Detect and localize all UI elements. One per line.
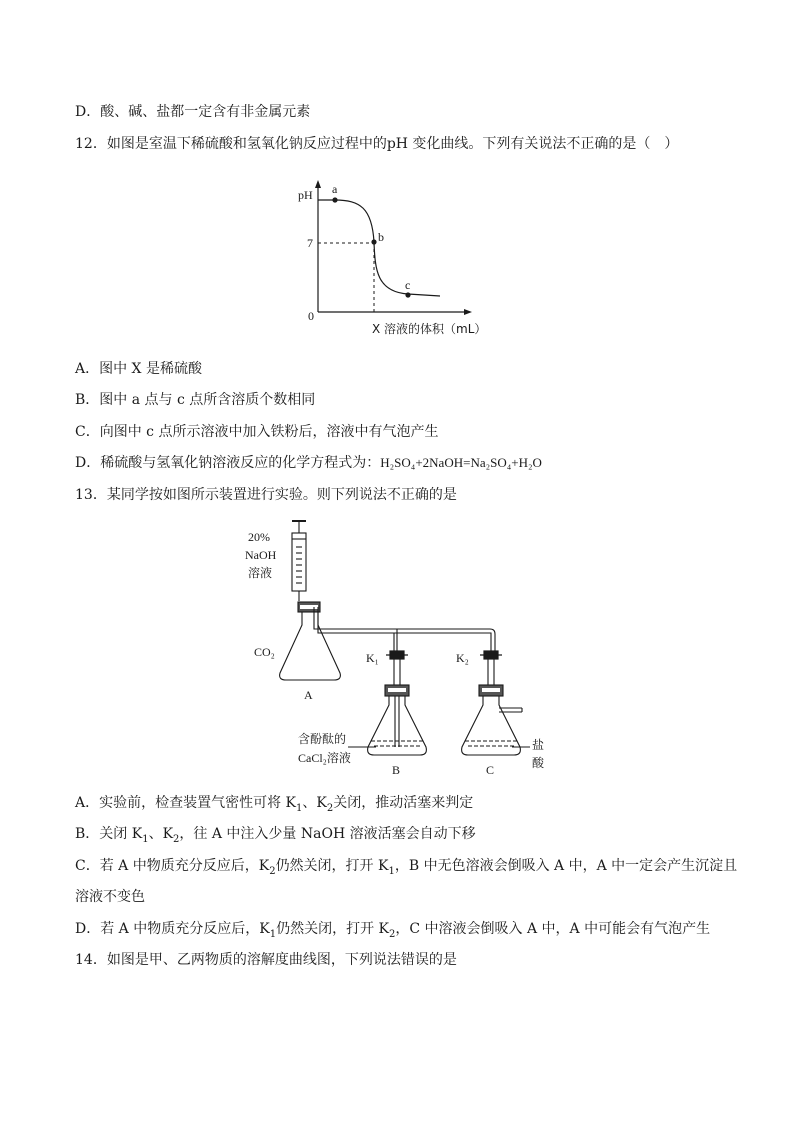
reaction-equation xyxy=(380,455,542,470)
y-axis-arrow xyxy=(315,180,321,188)
point-c-label: c xyxy=(405,278,411,292)
syringe-solution: 溶液 xyxy=(248,566,273,580)
q13-stem: 13．某同学按如图所示装置进行实验。则下列说法不正确的是 xyxy=(75,487,457,503)
syringe xyxy=(292,521,306,601)
y-tick-7: 7 xyxy=(307,236,313,250)
syringe-concentration: 20% xyxy=(248,530,270,544)
x-axis-arrow xyxy=(464,309,472,315)
q13-option-d: D．若 A 中物质充分反应后，$K_1$仍然关闭，打开 $K_2$，C 中溶液会倒吸入 A 中，A 中可能会有气泡产生 xyxy=(75,921,711,940)
point-c-marker xyxy=(405,292,410,297)
flask-a xyxy=(280,602,341,680)
q13-option-b: B．关闭 $K_1$、$K_2$，往 A 中注入少量 NaOH 溶液活塞会自动下移 xyxy=(75,826,476,845)
eq-equals: = xyxy=(463,455,471,470)
point-b-marker xyxy=(371,239,376,244)
flask-b-content-1: 含酚酞的 xyxy=(298,732,347,746)
q12-stem: 12．如图是室温下稀硫酸和氢氧化钠反应过程中的pH 变化曲线。下列有关说法不正确的是（ ） xyxy=(75,136,679,152)
point-a-marker xyxy=(332,197,337,202)
flask-c-label: C xyxy=(486,763,495,777)
q12-option-b: B．图中 a 点与 c 点所含溶质个数相同 xyxy=(75,392,316,408)
flask-c xyxy=(462,685,530,755)
q13-option-c-continued: 溶液不变色 xyxy=(75,889,145,905)
clamp-k2-label: K₂ xyxy=(456,651,469,665)
point-a-label: a xyxy=(332,182,338,196)
q12-option-c: C．向图中 c 点所示溶液中加入铁粉后，溶液中有气泡产生 xyxy=(75,424,439,440)
flask-b-label: B xyxy=(392,763,401,777)
q13-option-c: C．若 A 中物质充分反应后，$K_2$仍然关闭，打开 $K_1$，B 中无色溶液会倒吸入 A 中，A 中一定会产生沉淀且 xyxy=(75,858,738,877)
ph-curve-chart xyxy=(290,178,520,344)
clamp-k1 xyxy=(386,651,408,659)
eq-plus-1: + xyxy=(415,455,423,470)
clamp-k1-label: K₁ xyxy=(366,651,379,665)
syringe-reagent: NaOH xyxy=(245,548,277,562)
eq-naoh: 2NaOH xyxy=(422,455,464,470)
eq-h2so4: H₂SO₄ xyxy=(380,455,416,470)
x-axis-label: X 溶液的体积（mL） xyxy=(372,322,487,336)
eq-na2so4: Na₂SO₄ xyxy=(470,455,512,470)
q12-option-a: A．图中 X 是稀硫酸 xyxy=(75,361,202,377)
flask-c-content-1: 盐 xyxy=(532,738,545,752)
q14-stem: 14．如图是甲、乙两物质的溶解度曲线图，下列说法错误的是 xyxy=(75,952,457,968)
q13-option-a: A．实验前，检查装置气密性可将 $K_1$、$K_2$关闭，推动活塞来判定 xyxy=(75,795,474,814)
flask-c-content-2: 酸 xyxy=(532,756,545,770)
y-axis-label: pH xyxy=(298,188,313,202)
flask-a-label: A xyxy=(304,688,313,702)
q12-option-d xyxy=(75,454,542,472)
apparatus-diagram xyxy=(240,515,560,785)
q11-option-d: D．酸、碱、盐都一定含有非金属元素 xyxy=(75,104,311,120)
flask-b xyxy=(348,685,426,755)
flask-b-content-2: CaCl₂溶液 xyxy=(298,751,351,765)
eq-plus-2: + xyxy=(511,455,519,470)
point-b-label: b xyxy=(378,230,384,244)
origin-label: 0 xyxy=(308,309,314,323)
ph-curve xyxy=(318,200,440,296)
q12-option-d-text: D．稀硫酸与氢氧化钠溶液反应的化学方程式为： xyxy=(75,455,381,471)
connecting-tube xyxy=(314,607,495,685)
flask-a-gas-label: CO₂ xyxy=(254,645,275,659)
eq-h2o: H₂O xyxy=(518,455,542,470)
clamp-k2 xyxy=(480,651,502,659)
